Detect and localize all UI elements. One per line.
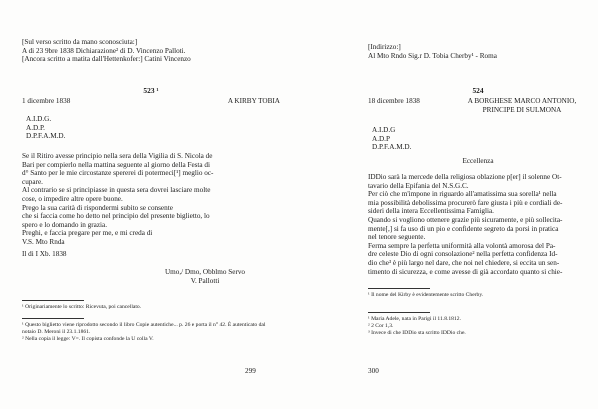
body-line: mente[,] si fa uso di un pio e confidente segreto da porsi in pratica — [368, 224, 559, 233]
letter-recipient: A KIRBY TOBIA — [227, 97, 280, 105]
body-line: tavario della Epifania del N.S.G.C. — [368, 181, 469, 190]
opening-formula — [372, 126, 492, 152]
opening-line: A.I.D.G. — [26, 115, 52, 123]
body-line: Prego la sua carità di rispondermi subito se consente — [22, 203, 173, 212]
footnote-divider — [368, 288, 430, 289]
page-number: 300 — [368, 367, 379, 375]
letter-number: 524 — [472, 86, 484, 95]
letter-number: 523 ¹ — [143, 86, 159, 95]
body-line: Se il Ritiro avesse principio nella sera della Vigilia di S. Nicola de — [22, 152, 213, 160]
body-line: Bari per compierlo nella mattina seguente al giorno della Festa di — [22, 160, 211, 169]
opening-line: D.P.F.A.M.D. — [372, 143, 412, 152]
right-header-line: Al Mto Rndo Sig.r D. Tobia Cherby¹ - Roma — [368, 51, 497, 60]
footnote: ¹ Originariamente lo scritto: Ricevuta, poi cancellato. — [22, 304, 142, 310]
right-header-line: [Indirizzo:] — [368, 43, 401, 51]
letter-date: 18 dicembre 1838 — [368, 97, 420, 105]
footnote: ³ Invece di che IDDio sta scritto IDDio che. — [368, 329, 466, 336]
left-header-line: [Sul verso scritto da mano sconosciuta:] — [22, 38, 138, 46]
body-line: dio che³ è più largo nel dare, che noi nel chiedere, si eccita un sen- — [368, 258, 560, 267]
opening-line: D.P.F.A.M.D. — [26, 132, 66, 141]
letter-recipient — [447, 97, 597, 114]
body-line: Ferma sempre la perfetta uniformità alla volontà amorosa del Pa- — [368, 241, 556, 250]
opening-line: A.D.P. — [26, 123, 45, 132]
body-line: mia possibilità debolissima procurerò fare giusta i più e cordiali de- — [368, 198, 563, 207]
letter-date: 1 dicembre 1838 — [22, 97, 71, 105]
date-line: Il di I Xb. 1838 — [22, 250, 67, 258]
footnote: ¹ Questo biglietto viene riprodotto secondo il libro Copie autentiche... p. 26 e porta il n° 42. È autenticato dal notaio D. Meroni il 23.1.1861. — [22, 322, 266, 335]
body-line: che si faccia come ho detto nel principio del presente biglietto, lo — [22, 212, 210, 221]
letter-body — [22, 152, 280, 247]
body-line: d° Santo per le mie circostanze spererei di potermeci[¹] meglio oc- — [22, 169, 214, 178]
salutation: Eccellenza — [462, 157, 494, 165]
closing-signature — [150, 268, 260, 285]
recipient-line: A BORGHESE MARCO ANTONIO, — [467, 97, 577, 105]
footnote: ¹ Il nome del Kirby è evidentemente scritto Cherby. — [368, 292, 484, 298]
body-line: Preghi, e faccia pregare per me, e mi creda di — [22, 229, 153, 238]
signature: V. Pallotti — [190, 276, 220, 285]
closing-line: Umo,/ Dmo, Obblmo Servo — [164, 268, 246, 276]
body-line: Al contrario se si principiasse in questa sera dovrei lasciare molte — [22, 186, 211, 195]
footnotes — [22, 322, 280, 342]
footnote: ² 2 Cor 1,3. — [368, 322, 394, 329]
footnote-divider — [22, 300, 84, 301]
page-number: 299 — [245, 367, 256, 375]
body-line: timento di sicurezza, e come avesse di già accordato quanto si chie- — [368, 267, 563, 276]
body-line: nel tenore seguente. — [368, 233, 426, 242]
opening-line: A.I.D.G — [372, 126, 396, 134]
right-page — [299, 0, 598, 409]
body-line: IDDio sarà la mercede della religiosa oblazione p[er] il solenne Ot- — [368, 173, 562, 181]
opening-formula — [26, 115, 146, 141]
footnote: ² Nella copia il legge: V=. Il copista confonde la U colla V. — [22, 335, 154, 342]
body-line: sideri della intera Eccellentissima Famiglia. — [368, 207, 494, 216]
body-line: spero e lo domando in grazia. — [22, 220, 108, 229]
right-header — [368, 43, 588, 60]
letter-body — [368, 173, 590, 276]
body-line: dre celeste Dio di ogni consolazione² nella perfetta confidenza Id- — [368, 250, 558, 259]
footnote-divider — [22, 318, 84, 319]
footnote: ¹ Maria Adele, nata in Parigi il 11.8.1812. — [368, 316, 461, 322]
recipient-line: PRINCIPE DI SULMONA — [482, 105, 562, 114]
footnote-divider — [368, 312, 430, 313]
left-header-line: A di 23 9bre 1838 Dichiarazione² di D. Vincenzo Palloti. — [22, 46, 186, 55]
body-line: Per ciò che m'impone in riguardo all'amatissima sua sorella¹ nella — [368, 190, 557, 199]
left-header-line: [Ancora scritto a matita dall'Hettenkofer:] Catini Vincenzo — [22, 55, 191, 64]
body-line: Quando si vogliono ottenere grazie più sicuramente, e più sollecita- — [368, 215, 563, 224]
footnotes — [368, 316, 590, 336]
left-header — [22, 38, 280, 64]
body-line: cupare. — [22, 177, 43, 186]
body-line: cose, o impedire altre opere buone. — [22, 194, 123, 203]
body-line: V.S. Mto Rnda — [22, 237, 65, 246]
opening-line: A.D.P — [372, 134, 390, 143]
